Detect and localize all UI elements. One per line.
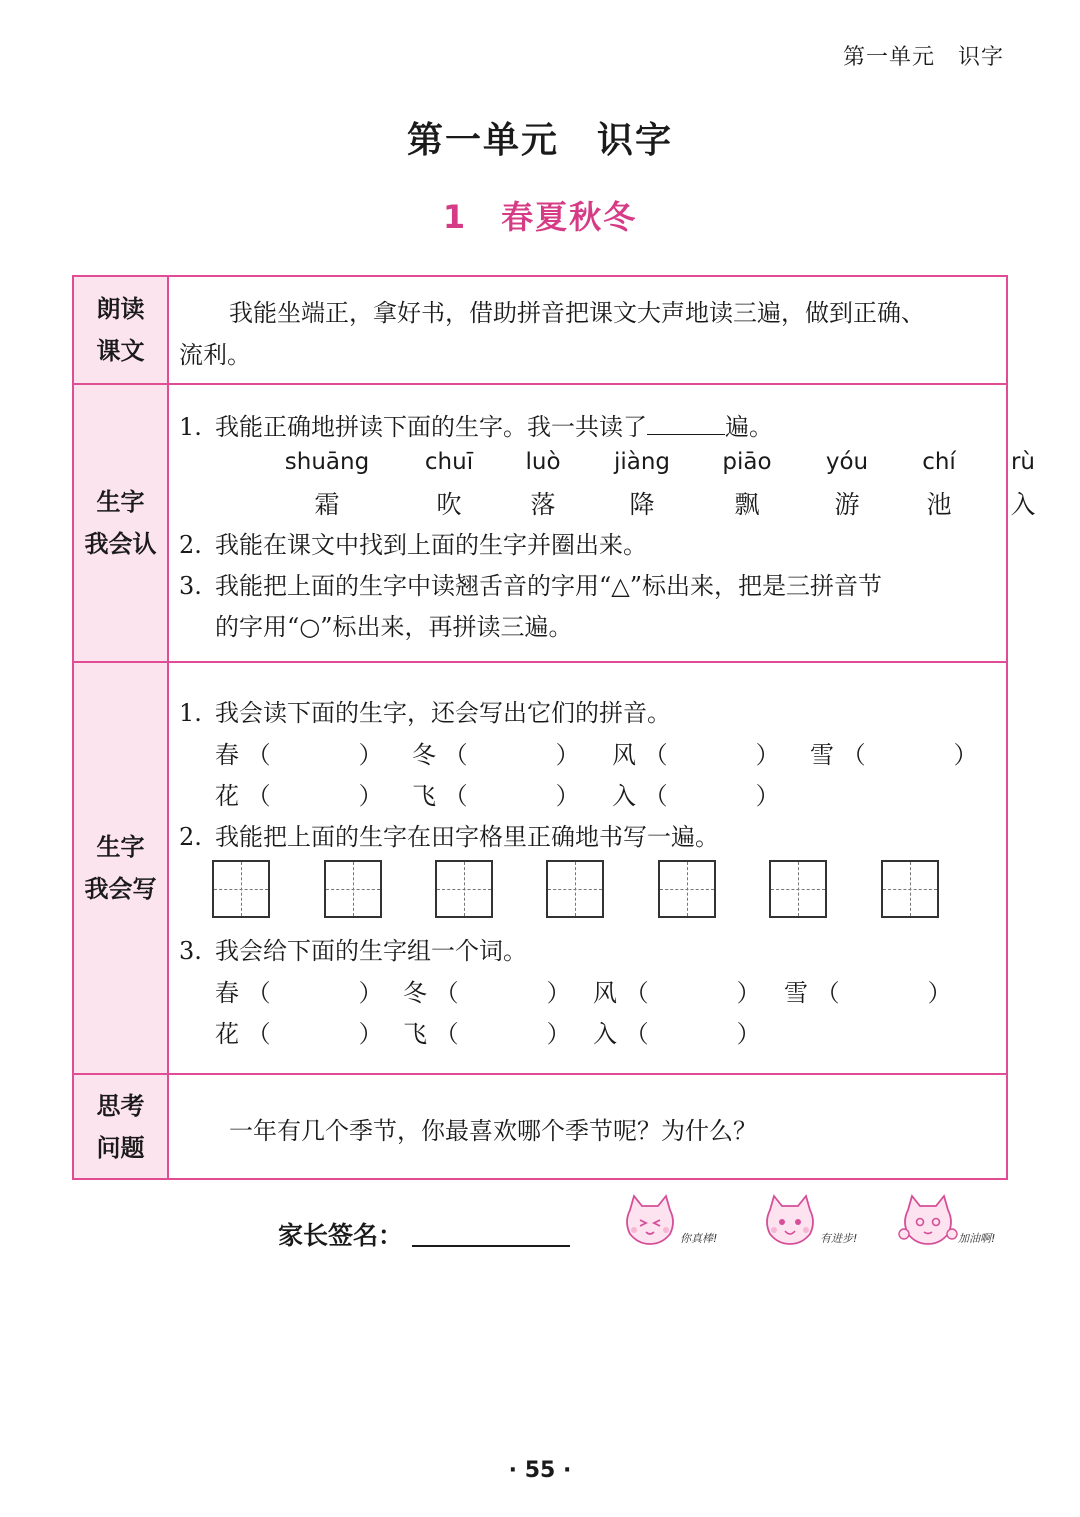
- pinyin-answer[interactable]: 风 （ ）: [612, 741, 780, 769]
- label-line-2: 我会认: [84, 530, 157, 558]
- recognize-item-3-cont: 的字用“○”标出来，再拼读三遍。: [215, 613, 573, 641]
- praise-sticker-keep-going[interactable]: [898, 1192, 1008, 1252]
- write-item-1: [179, 693, 671, 728]
- tianzige-box[interactable]: [212, 860, 270, 918]
- section-content: [167, 277, 1006, 383]
- pinyin-answer[interactable]: 冬 （ ）: [412, 741, 580, 769]
- pinyin-8: rù: [1010, 449, 1036, 475]
- kitten-icon: [760, 1192, 820, 1248]
- section-label: [74, 385, 169, 661]
- label-line-2: 课文: [96, 337, 145, 365]
- char-2: 吹: [436, 490, 462, 519]
- char-3: 落: [530, 490, 556, 519]
- item-number: 3.: [179, 937, 202, 965]
- parent-signature-field[interactable]: [412, 1245, 570, 1247]
- item-number: 2.: [179, 531, 202, 559]
- word-answer[interactable]: 雪 （ ）: [784, 979, 952, 1007]
- write-item-3: [179, 931, 527, 966]
- running-head: 第一单元 识字: [842, 45, 1004, 70]
- sticker-caption: 有进步!: [820, 1232, 858, 1245]
- word-answer[interactable]: 花 （ ）: [215, 1020, 383, 1048]
- word-answer[interactable]: 入 （ ）: [593, 1020, 761, 1048]
- section-content: [167, 663, 1006, 1073]
- word-answer[interactable]: 风 （ ）: [593, 979, 761, 1007]
- tianzige-box[interactable]: [658, 860, 716, 918]
- think-question: 一年有几个季节，你最喜欢哪个季节呢？为什么？: [229, 1117, 757, 1145]
- word-answer[interactable]: 春 （ ）: [215, 979, 383, 1007]
- item-text: 我能把上面的生字在田字格里正确地书写一遍。: [215, 823, 719, 851]
- tianzige-box[interactable]: [435, 860, 493, 918]
- section-label: [74, 1075, 169, 1178]
- tianzige-box[interactable]: [546, 860, 604, 918]
- char-8: 入: [1010, 490, 1036, 519]
- pinyin-2: chuī: [424, 449, 474, 475]
- sticker-caption: 加油啊!: [958, 1232, 996, 1245]
- label-line-2: 我会写: [84, 875, 157, 903]
- label-line-2: 问题: [96, 1133, 145, 1162]
- item-number: 1.: [179, 413, 202, 441]
- praise-sticker-progress[interactable]: [760, 1192, 870, 1252]
- pinyin-6: yóu: [825, 449, 869, 475]
- char-6: 游: [834, 490, 860, 519]
- section-recognize: [74, 385, 1036, 663]
- write-item-2: [179, 817, 719, 852]
- section-think: [74, 1075, 1006, 1178]
- read-aloud-text-1: 我能坐端正，拿好书，借助拼音把课文大声地读三遍，做到正确、: [229, 299, 925, 327]
- kitten-icon: [620, 1192, 680, 1248]
- lesson-title: 1 春夏秋冬: [442, 198, 638, 236]
- pinyin-answer[interactable]: 入 （ ）: [612, 782, 780, 810]
- pinyin-1: shuāng: [284, 449, 370, 475]
- pinyin-7: chí: [922, 449, 956, 475]
- praise-sticker-great[interactable]: [620, 1192, 730, 1252]
- pinyin-4: jiàng: [613, 449, 671, 475]
- word-answer[interactable]: 飞 （ ）: [403, 1020, 571, 1048]
- char-5: 飘: [734, 490, 760, 519]
- char-1: 霜: [314, 490, 340, 519]
- section-label: [74, 277, 169, 383]
- tianzige-box[interactable]: [324, 860, 382, 918]
- label-line-1: 生字: [96, 833, 145, 861]
- parent-signature-label: 家长签名：: [278, 1221, 404, 1250]
- word-answer[interactable]: 冬 （ ）: [403, 979, 571, 1007]
- item-text-tail: 遍。: [725, 413, 773, 441]
- recognize-item-1: [179, 407, 773, 442]
- kitten-icon: [898, 1192, 958, 1248]
- item-text: 我能在课文中找到上面的生字并圈出来。: [215, 531, 647, 559]
- pinyin-5: piāo: [722, 449, 772, 475]
- read-aloud-text-2: 流利。: [179, 341, 251, 369]
- recognize-item-2: [179, 525, 647, 560]
- item-number: 3.: [179, 572, 202, 600]
- label-line-1: 朗读: [96, 295, 145, 323]
- unit-title: 第一单元 识字: [406, 120, 673, 161]
- page-number: · 55 ·: [508, 1458, 572, 1483]
- section-write: [74, 663, 1006, 1075]
- item-text: 我会给下面的生字组一个词。: [215, 937, 527, 965]
- task-table: [72, 275, 1036, 1180]
- pinyin-answer[interactable]: 飞 （ ）: [412, 782, 580, 810]
- tianzige-box[interactable]: [881, 860, 939, 918]
- section-content: [167, 385, 1036, 661]
- item-text: 我会读下面的生字，还会写出它们的拼音。: [215, 699, 671, 727]
- recognize-item-3: [179, 566, 882, 601]
- item-text: 我能把上面的生字中读翘舌音的字用“△”标出来，把是三拼音节: [215, 572, 882, 600]
- pinyin-answer[interactable]: 花 （ ）: [215, 782, 383, 810]
- label-line-1: 生字: [96, 488, 145, 516]
- char-4: 降: [629, 490, 655, 519]
- section-read-aloud: [74, 277, 1006, 385]
- item-text: 我能正确地拼读下面的生字。我一共读了: [215, 413, 647, 441]
- pinyin-answer[interactable]: 雪 （ ）: [810, 741, 978, 769]
- item-number: 1.: [179, 699, 202, 727]
- pinyin-answer[interactable]: 春 （ ）: [215, 741, 383, 769]
- item-number: 2.: [179, 823, 202, 851]
- pinyin-3: luò: [525, 449, 561, 475]
- sticker-caption: 你真棒!: [680, 1232, 718, 1245]
- tianzige-box[interactable]: [769, 860, 827, 918]
- section-label: [74, 663, 169, 1073]
- answer-blank[interactable]: [647, 414, 725, 435]
- section-content: [167, 1075, 1006, 1178]
- char-7: 池: [926, 490, 952, 519]
- label-line-1: 思考: [96, 1091, 145, 1120]
